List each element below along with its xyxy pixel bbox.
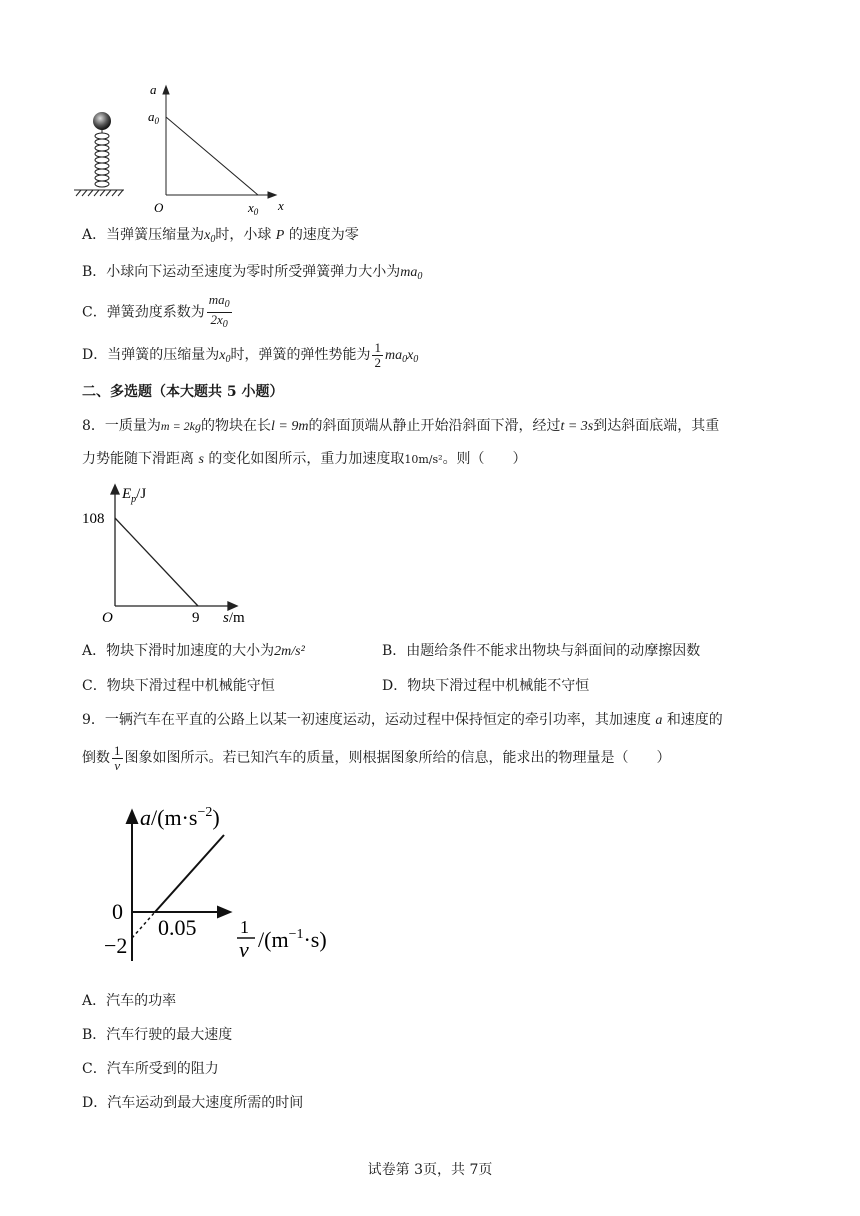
q9-option-c[interactable]: C．汽车所受到的阻力 xyxy=(82,1061,219,1077)
neg2-tick: −2 xyxy=(104,933,128,958)
a-inv-v-graph xyxy=(100,795,360,975)
q8-stem-line1: 8．一质量为m = 2kg的物块在长l = 9m的斜面顶端从静止开始沿斜面下滑，经过t = 3s到达斜面底端，其重 xyxy=(82,418,720,434)
q8-option-a[interactable]: A．物块下滑时加速度的大小为2m/s² xyxy=(82,643,305,659)
fraction: $\frac{1}{v}$ xyxy=(114,742,121,773)
q7-option-b[interactable]: B．小球向下运动至速度为零时所受弹簧弹力大小为$ma_0$ xyxy=(82,264,423,282)
ground-hatch xyxy=(74,190,124,196)
q9-stem-line2: 倒数 $\frac{1}{v}$ 图象如图所示。若已知汽车的质量，则根据图象所给的信息，能求出的物理量是（ ） xyxy=(82,742,671,773)
ep-axis-label: $E_p/J$ xyxy=(122,486,147,505)
q8-option-c[interactable]: C．物块下滑过程中机械能守恒 xyxy=(82,678,275,694)
x0-label: $x_0$ xyxy=(248,200,259,215)
svg-text:/(m−1·s): $/(m^{-1}\cdot s)$ xyxy=(258,927,327,952)
origin-label: O xyxy=(154,200,164,215)
axis-a-label: a xyxy=(150,82,157,97)
a-line-extension xyxy=(132,912,155,938)
fraction: $\frac{ma_0}{2x_0}$ xyxy=(208,292,230,330)
ep-tick-108: 108 xyxy=(82,511,105,527)
spring xyxy=(95,130,109,187)
a-axis-label: $a/(m\cdot s^{-2})$ xyxy=(140,805,220,830)
q7-option-a[interactable]: A．当弹簧压缩量为$x_0$时，小球 P 的速度为零 xyxy=(82,227,359,245)
q9-option-b[interactable]: B．汽车行驶的最大速度 xyxy=(82,1027,233,1043)
svg-text:v: v xyxy=(239,937,249,962)
a-line xyxy=(155,835,224,912)
q7-option-c[interactable]: C．弹簧劲度系数为 $\frac{ma_0}{2x_0}$ xyxy=(82,292,230,330)
ep-line xyxy=(115,518,198,606)
ep-origin: O xyxy=(102,610,113,626)
axis-x-label: x xyxy=(278,198,284,213)
inv-v-axis-label xyxy=(237,917,327,962)
section-heading: 二、多选题（本大题共 5 小题） xyxy=(82,384,284,400)
q8-option-b[interactable]: B．由题给条件不能求出物块与斜面间的动摩擦因数 xyxy=(382,643,701,659)
ax-line xyxy=(166,117,258,195)
q9-option-d[interactable]: D．汽车运动到最大速度所需的时间 xyxy=(82,1095,304,1111)
ball xyxy=(93,112,111,130)
x-tick-0.05: 0.05 xyxy=(158,915,197,940)
svg-text:1: 1 xyxy=(240,917,249,937)
page-footer: 试卷第 3页，共 7页 xyxy=(367,1162,493,1178)
zero-tick: 0 xyxy=(112,899,123,924)
q8-stem-line2: 力势能随下滑距离 s 的变化如图所示，重力加速度取10m/s²。则（ ） xyxy=(82,451,527,467)
q7-option-d[interactable]: D．当弹簧的压缩量为$x_0$时，弹簧的弹性势能为 $\frac{1}{2}$ $ma_0x_0$ xyxy=(82,339,419,370)
fraction: $\frac{1}{2}$ xyxy=(374,339,381,370)
s-tick-9: 9 xyxy=(192,610,200,626)
s-axis-label: s/m xyxy=(223,610,245,626)
q9-option-a[interactable]: A．汽车的功率 xyxy=(82,993,177,1009)
a0-label: $a_0$ xyxy=(148,109,159,126)
spring-ax-figure xyxy=(70,80,300,215)
q9-stem-line1: 9．一辆汽车在平直的公路上以某一初速度运动，运动过程中保持恒定的牵引功率，其加速度 a 和速度的 xyxy=(82,712,723,728)
ax-axes xyxy=(163,86,276,198)
ep-s-graph xyxy=(80,478,280,628)
q8-option-d[interactable]: D．物块下滑过程中机械能不守恒 xyxy=(382,678,590,694)
